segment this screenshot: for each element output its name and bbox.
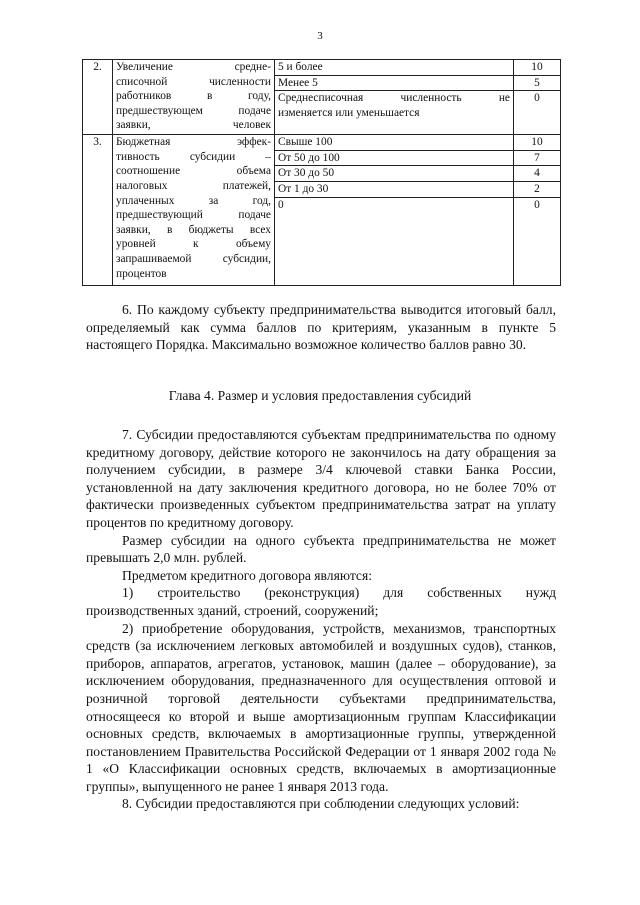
paragraph-8: 8. Субсидии предоставляются при соблюдении следующих условий: [122,796,520,812]
points-cell: 10 [514,60,561,76]
criterion-line: уровней к объему [116,238,271,251]
points-cell: 10 [514,135,561,151]
condition-cell: Менее 5 [275,75,514,91]
criterion-line: предшествующем подаче [116,104,271,117]
body-section [86,426,556,813]
list-item-1: 1) строительство (реконструкция) для собственных нужд производственных зданий, строений, сооружений; [86,585,556,618]
table-row [83,60,561,76]
criterion-cell [113,60,275,135]
condition-cell: Свыше 100 [275,135,514,151]
criterion-line: работников в году, [116,90,271,103]
paragraph-loan-subject: Предметом кредитного договора являются: [122,567,372,583]
condition-cell: Среднесписочная численность не изменяется или уменьшается [275,91,514,135]
criterion-line: запрашиваемой субсидии, [116,252,271,265]
criterion-line: тивность субсидии – [116,150,271,163]
criterion-cell [113,135,275,285]
paragraph-7: 7. Субсидии предоставляются субъектам предпринимательства по одному кредитному договору, действие которого не закончилось на дату обращения за получением субсидии, в размере 3/4 ключевой ставки Банка России, установленной на дату заключения кредитного договора, но не более 70% от фактически произведенных субъектом предпринимательства затрат на уплату процентов по кредитному договору. [86,427,556,530]
criterion-line: Бюджетная эффек- [116,136,271,149]
list-item-2: 2) приобретение оборудования, устройств, механизмов, транспортных средств (за исключением легковых автомобилей и воздушных судов), станков, приборов, аппаратов, агрегатов, установок, машин (далее – оборудование), за исключением оборудования, предназначенного для осуществления оптовой и розничной торговой деятельности субъектами предпринимательства, относящееся ко второй и выше амортизационным группам Классификации основных средств, включаемых в амортизационные группы, утвержденной постановлением Правительства Российской Федерации от 1 января 2002 года № 1 «О Классификации основных средств, включаемых в амортизационные группы», выпущенного не ранее 1 января 2013 года. [86,620,556,794]
condition-cell: От 50 до 100 [275,150,514,166]
chapter-heading: Глава 4. Размер и условия предоставления субсидий [168,388,472,403]
page-number: 3 [317,30,323,42]
criterion-line: процентов [116,267,167,280]
criterion-line: заявки, человек [116,119,271,132]
criterion-line: Увеличение средне- [116,61,271,73]
paragraph-6 [86,301,556,354]
points-cell: 2 [514,181,561,197]
points-cell: 4 [514,166,561,182]
criteria-table [82,59,561,286]
row-number: 2. [83,60,113,135]
criterion-line: списочной численности [116,75,271,88]
condition-cell: 0 [275,197,514,285]
paragraph-subsidy-size: Размер субсидии на одного субъекта предпринимательства не может превышать 2,0 млн. рублей. [86,532,556,566]
points-cell: 7 [514,150,561,166]
paragraph-6-text: 6. По каждому субъекту предпринимательства выводится итоговый балл, определяемый как сумма баллов по критериям, указанным в пункте 5 настоящего Порядка. Максимально возможное количество баллов равно 30. [86,302,556,353]
table-row [83,135,561,151]
criterion-line: предшествующий подаче [116,209,271,222]
points-cell: 5 [514,75,561,91]
criterion-line: заявки, в бюджеты всех [116,223,271,236]
condition-cell: От 1 до 30 [275,181,514,197]
criterion-line: соотношение объема [116,165,271,178]
condition-cell: 5 и более [275,60,514,76]
condition-cell: От 30 до 50 [275,166,514,182]
points-cell: 0 [514,91,561,135]
criterion-line: налоговых платежей, [116,179,271,192]
row-number: 3. [83,135,113,285]
criterion-line: уплаченных за год, [116,194,271,207]
points-cell: 0 [514,197,561,285]
